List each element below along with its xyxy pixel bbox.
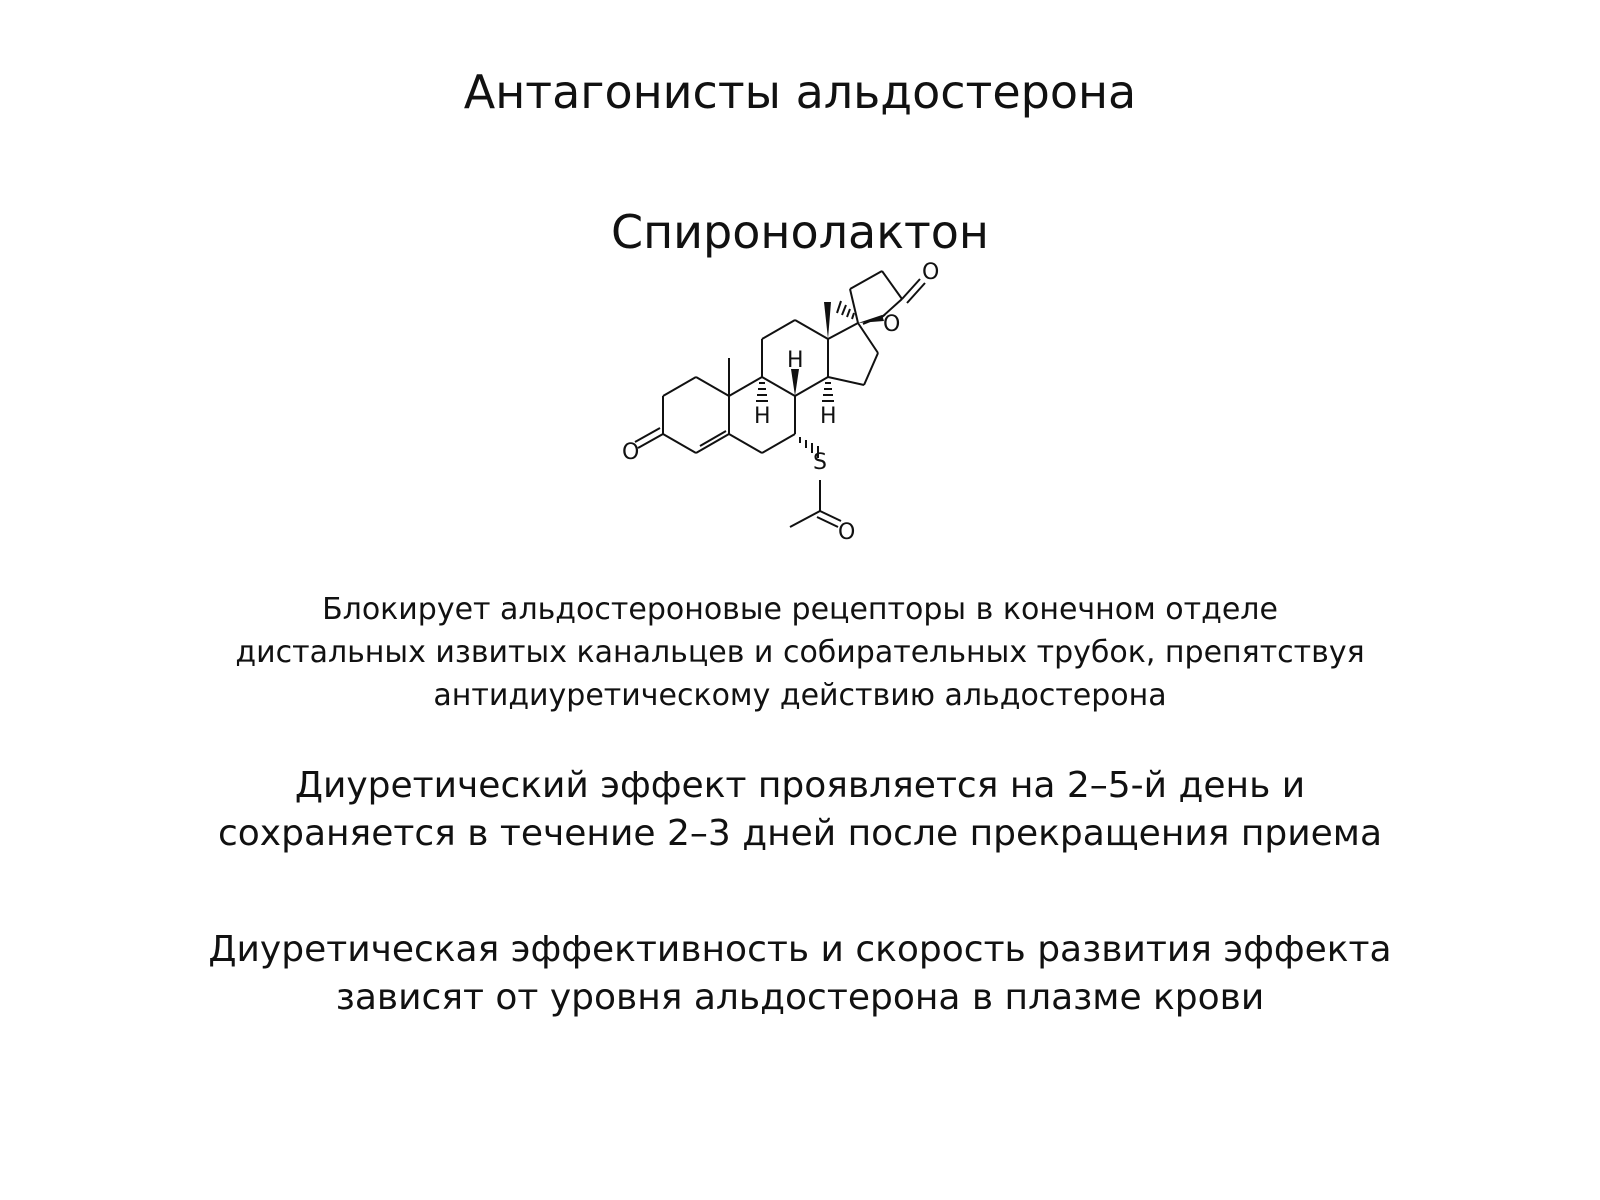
onset-line-1: Диуретический эффект проявляется на 2–5-й день и: [294, 765, 1306, 806]
mechanism-line-3: антидиуретическому действию альдостерона: [433, 678, 1167, 713]
efficacy-line-1: Диуретическая эффективность и скорость развития эффекта: [208, 929, 1392, 970]
h-c9-label: H: [754, 404, 771, 429]
onset-line-2: сохраняется в течение 2–3 дней после прекращения приема: [217, 813, 1383, 854]
thioacetyl-oxygen-label: O: [838, 520, 856, 545]
ketone-oxygen-label: O: [622, 440, 640, 465]
sulfur-label: S: [813, 450, 827, 475]
h-c14-label: H: [820, 404, 837, 429]
spironolactone-structure: [620, 255, 980, 555]
lactone-carbonyl-oxygen-label: O: [922, 260, 940, 285]
bond-lines: [635, 271, 925, 527]
slide-title: Антагонисты альдостерона: [463, 65, 1137, 119]
mechanism-paragraph: [150, 588, 1450, 717]
h-c8-label: H: [787, 348, 804, 373]
onset-paragraph: [150, 762, 1450, 858]
efficacy-paragraph: [150, 926, 1450, 1022]
lactone-ring-oxygen-label: O: [883, 312, 901, 337]
structure-svg: [620, 255, 980, 555]
drug-name: Спиронолактон: [610, 205, 990, 259]
mechanism-line-2: дистальных извитых канальцев и собирательных трубок, препятствуя: [235, 635, 1365, 670]
wedge-h8: [791, 369, 799, 396]
efficacy-line-2: зависят от уровня альдостерона в плазме крови: [335, 977, 1265, 1018]
mechanism-line-1: Блокирует альдостероновые рецепторы в конечном отделе: [322, 592, 1278, 627]
